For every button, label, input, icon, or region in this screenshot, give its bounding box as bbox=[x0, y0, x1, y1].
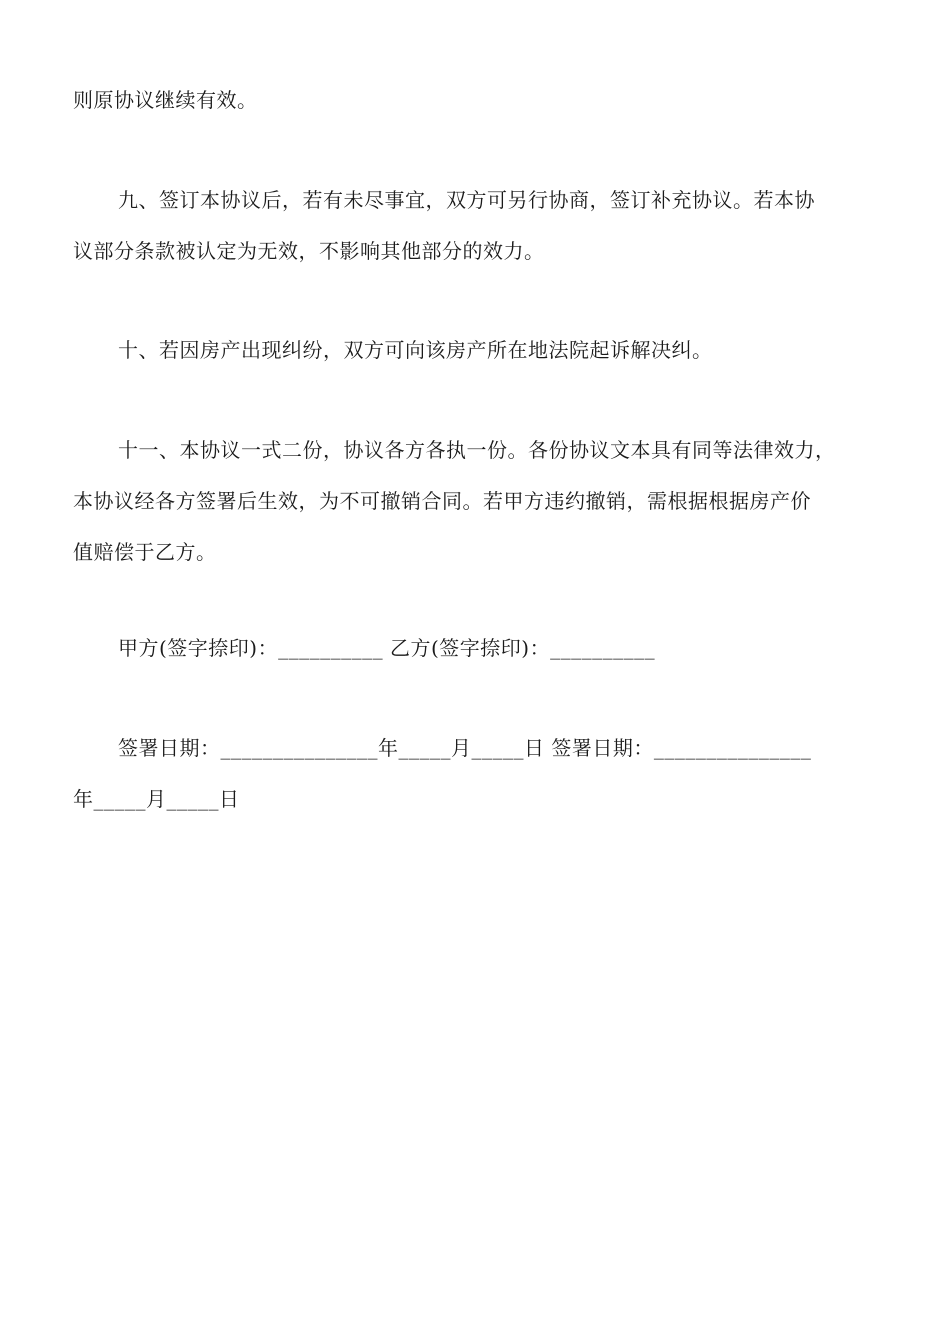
clause-11-line-1: 十一、本协议一式二份，协议各方各执一份。各份协议文本具有同等法律效力， bbox=[118, 438, 836, 462]
party-signature-text: 甲方(签字捺印)：__________ 乙方(签字捺印)：__________ bbox=[118, 636, 656, 660]
clause-11-line-3: 值赔偿于乙方。 bbox=[73, 540, 217, 564]
clause-9 bbox=[73, 175, 893, 277]
signing-date-text: 签署日期：_______________年_____月_____日 签署日期：_______________ bbox=[118, 736, 812, 760]
clause-9-line-1: 九、签订本协议后，若有未尽事宜，双方可另行协商，签订补充协议。若本协 bbox=[118, 188, 815, 212]
signature-date-line bbox=[73, 723, 893, 774]
clause-10 bbox=[73, 325, 893, 376]
signature-party-line bbox=[73, 623, 893, 674]
clause-10-line-1: 十、若因房产出现纠纷，双方可向该房产所在地法院起诉解决纠。 bbox=[118, 338, 713, 362]
continuation-text: 则原协议继续有效。 bbox=[73, 88, 258, 112]
clause-11-line-2: 本协议经各方签署后生效，为不可撤销合同。若甲方违约撤销，需根据根据房产价 bbox=[73, 489, 811, 513]
clause-11 bbox=[73, 425, 893, 578]
signing-date-text-2: 年_____月_____日 bbox=[73, 787, 240, 811]
signature-date-line-2 bbox=[73, 774, 893, 825]
continuation-paragraph bbox=[73, 75, 893, 126]
clause-9-line-2: 议部分条款被认定为无效，不影响其他部分的效力。 bbox=[73, 239, 545, 263]
